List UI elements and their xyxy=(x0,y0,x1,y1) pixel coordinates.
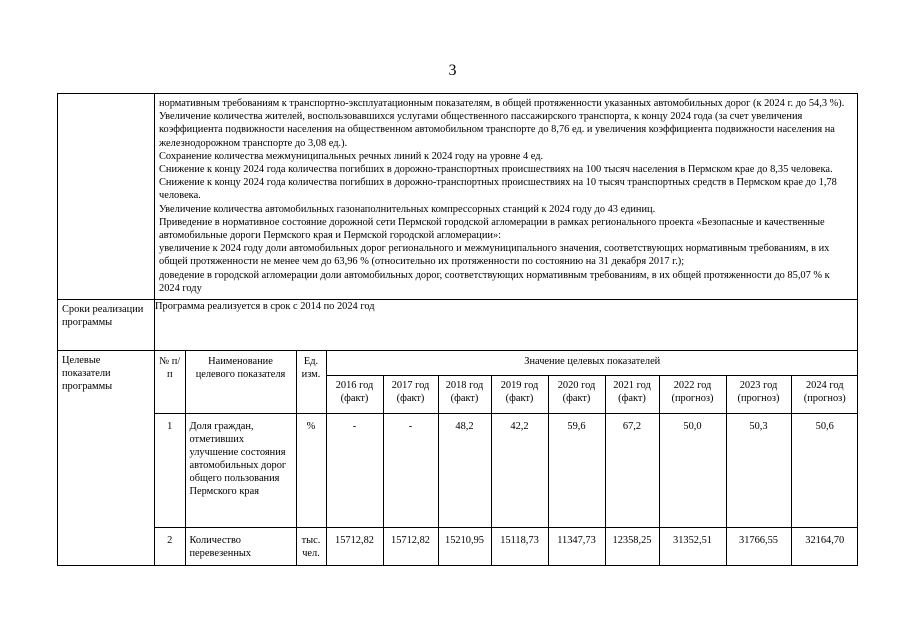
goal-paragraph: Снижение к концу 2024 года количества погибших в дорожно-транспортных происшествиях на 10 тысяч транспортных средств в Пермском крае до 1,78 человека. xyxy=(159,177,837,202)
indicators-cell xyxy=(155,351,858,566)
row-value: 50,0 xyxy=(659,413,726,527)
goal-paragraph: доведение в городской агломерации доли автомобильных дорог, соответствующих нормативным требованиям, в их общей протяженности до 85,07 % к 2024 году xyxy=(159,269,830,294)
page-number: 3 xyxy=(448,62,457,79)
indicator-row xyxy=(155,527,858,565)
row-value: 48,2 xyxy=(438,413,491,527)
row-name: Доля граждан, отметивших улучшение состояния автомобильных дорог общего пользования Пермского края xyxy=(185,413,296,527)
indicators-table xyxy=(155,351,858,565)
year-header: 2024 год (прогноз) xyxy=(791,375,858,413)
year-header: 2023 год (прогноз) xyxy=(726,375,791,413)
goal-paragraph: нормативным требованиям к транспортно-эксплуатационным показателям, в общей протяженности указанных автомобильных дорог (к 2024 г. до 54,3 %). xyxy=(159,98,845,109)
goal-paragraph: Сохранение количества межмуниципальных речных линий к 2024 году на уровне 4 ед. xyxy=(159,150,544,162)
row-value: 15712,82 xyxy=(383,527,438,565)
year-header: 2020 год (факт) xyxy=(548,375,605,413)
row-value: 31766,55 xyxy=(726,527,791,565)
year-header: 2016 год (факт) xyxy=(326,375,383,413)
row-value: 11347,73 xyxy=(548,527,605,565)
row-value: 50,6 xyxy=(791,413,858,527)
header-num: № п/п xyxy=(155,351,185,413)
goal-paragraph: Приведение в нормативное состояние дорожной сети Пермской городской агломерации в рамках регионального проекта «Безопасные и качественные автомобильные дороги Пермского края и Пермской городской агломерации»: xyxy=(159,216,825,242)
row-value: 15118,73 xyxy=(491,527,548,565)
year-header: 2022 год (прогноз) xyxy=(659,375,726,413)
row-name: Количество перевезенных xyxy=(185,527,296,565)
row-value: 42,2 xyxy=(491,413,548,527)
row-value: 67,2 xyxy=(605,413,659,527)
header-unit: Ед. изм. xyxy=(296,351,326,413)
row-value: 15210,95 xyxy=(438,527,491,565)
goals-label-cell xyxy=(58,94,155,300)
row-value: - xyxy=(383,413,438,527)
row-value: 31352,51 xyxy=(659,527,726,565)
goal-paragraph: Увеличение количества жителей, воспользовавшихся услугами общественного пассажирского транспорта, к концу 2024 года (за счет увеличения коэффициента подвижности населения на общественном автомобильном транспорте до 8,76 ед. и увеличения коэффициента подвижности населения на железнодорожном транспорте до 3,08 ед.). xyxy=(159,111,835,149)
row-num: 2 xyxy=(155,527,185,565)
goal-paragraph: Увеличение количества автомобильных газонаполнительных компрессорных станций к 2024 году до 43 единиц. xyxy=(159,203,656,215)
passport-table xyxy=(57,93,858,566)
indicators-label: Целевые показатели программы xyxy=(58,351,155,566)
goals-row xyxy=(58,94,858,300)
row-value: 50,3 xyxy=(726,413,791,527)
row-value: 32164,70 xyxy=(791,527,858,565)
year-header: 2017 год (факт) xyxy=(383,375,438,413)
terms-label: Сроки реализации программы xyxy=(58,300,155,351)
row-unit: тыс. чел. xyxy=(296,527,326,565)
indicators-header-row xyxy=(155,351,858,375)
row-value: 59,6 xyxy=(548,413,605,527)
header-values: Значение целевых показателей xyxy=(326,351,858,375)
row-value: 15712,82 xyxy=(326,527,383,565)
row-unit: % xyxy=(296,413,326,527)
goal-paragraph: Снижение к концу 2024 года количества погибших в дорожно-транспортных происшествиях на 100 тысяч населения в Пермском крае до 8,35 человека. xyxy=(159,164,833,176)
row-value: - xyxy=(326,413,383,527)
terms-text: Программа реализуется в срок с 2014 по 2024 год xyxy=(155,300,858,351)
terms-row xyxy=(58,300,858,351)
year-header: 2018 год (факт) xyxy=(438,375,491,413)
header-name: Наименование целевого показателя xyxy=(185,351,296,413)
goals-text-cell xyxy=(155,94,858,300)
year-header: 2019 год (факт) xyxy=(491,375,548,413)
indicators-row xyxy=(58,351,858,566)
row-value: 12358,25 xyxy=(605,527,659,565)
year-header: 2021 год (факт) xyxy=(605,375,659,413)
indicator-row xyxy=(155,413,858,527)
row-num: 1 xyxy=(155,413,185,527)
goal-paragraph: увеличение к 2024 году доли автомобильных дорог регионального и межмуниципального значения, соответствующих нормативным требованиям, в их общей протяженности не менее чем до 63,96 % (относительно их протяженности по состоянию на 31 декабря 2017 г.); xyxy=(159,243,830,268)
